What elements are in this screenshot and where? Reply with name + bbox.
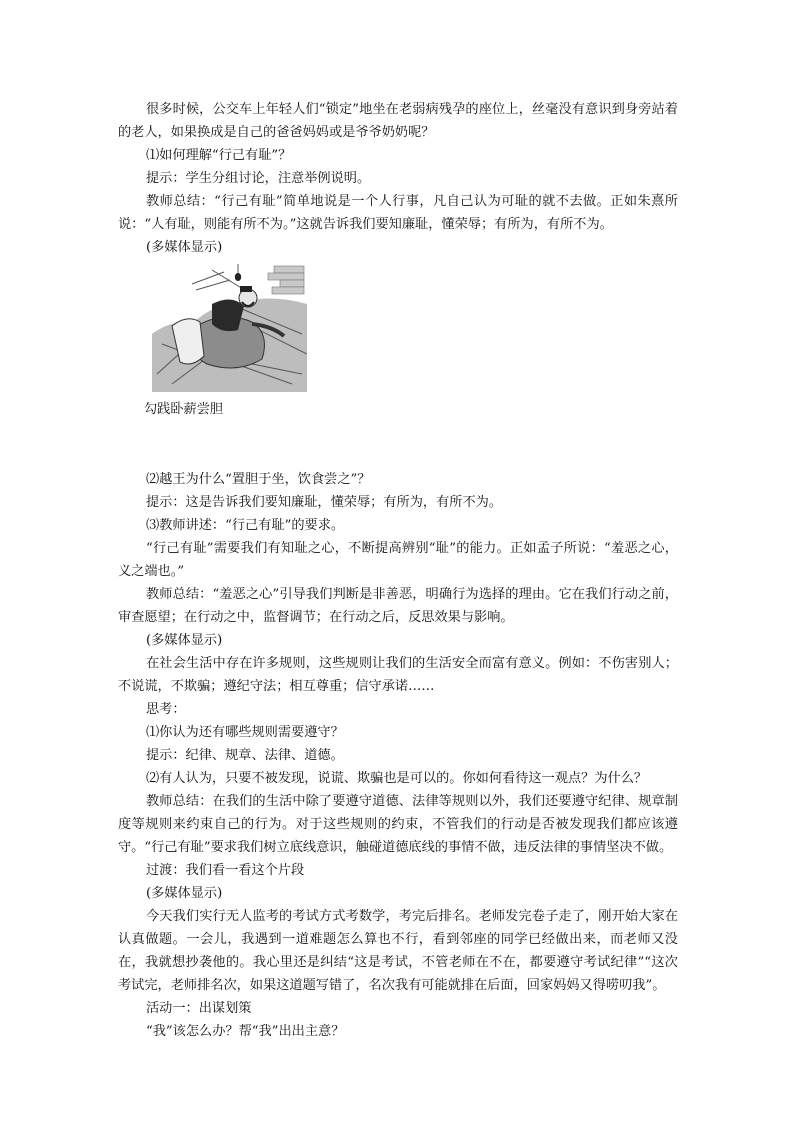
- paragraph: “我”该怎么办？帮“我”出出主意？: [146, 1024, 345, 1039]
- paragraph: 在社会生活中存在许多规则，这些规则让我们的生活安全而富有意义。例如：不伤害别人；不说谎，不欺骗；遵纪守法；相互尊重；信守承诺……: [118, 656, 678, 694]
- paragraph: (多媒体显示): [146, 886, 223, 901]
- goujian-illustration: [152, 264, 307, 392]
- goujian-sleeping-on-firewood-image: [152, 264, 307, 392]
- paragraph: ⑵有人认为，只要不被发现，说谎、欺骗也是可以的。你如何看待这一观点？为什么？: [146, 771, 648, 786]
- paragraph: ⑴如何理解“行己有耻”？: [146, 148, 292, 163]
- paragraph: 教师总结：“羞恶之心”引导我们判断是非善恶，明确行为选择的理由。它在我们行动之前，审查愿望；在行动之中，监督调节；在行动之后，反思效果与影响。: [118, 587, 678, 625]
- paragraph: 提示：这是告诉我们要知廉耻，懂荣辱；有所为，有所不为。: [146, 495, 503, 510]
- paragraph: ⑵越王为什么“置胆于坐，饮食尝之”？: [146, 472, 371, 487]
- paragraph: 活动一：出谋划策: [146, 1001, 252, 1016]
- paragraph: (多媒体显示): [146, 240, 223, 255]
- paragraph: “行己有耻”需要我们有知耻之心，不断提高辨别“耻”的能力。正如孟子所说：“羞恶之心，义之端也。”: [118, 541, 678, 579]
- paragraph: 提示：学生分组讨论，注意举例说明。: [146, 171, 371, 186]
- paragraph: ⑴你认为还有哪些规则需要遵守？: [146, 725, 344, 740]
- document-body: [118, 98, 678, 1043]
- paragraph: ⑶教师讲述：“行己有耻”的要求。: [146, 518, 345, 533]
- paragraph: (多媒体显示): [146, 633, 223, 648]
- paragraph: 教师总结：“行己有耻”简单地说是一个人行事，凡自己认为可耻的就不去做。正如朱熹所说：“人有耻，则能有所不为。”这就告诉我们要知廉耻，懂荣辱；有所为，有所不为。: [118, 194, 678, 232]
- paragraph: 提示：纪律、规章、法律、道德。: [146, 748, 344, 763]
- paragraph: 很多时候，公交车上年轻人们“锁定”地坐在老弱病残孕的座位上，丝毫没有意识到身旁站着的老人，如果换成是自己的爸爸妈妈或是爷爷奶奶呢？: [118, 102, 678, 140]
- figure-caption: 勾践卧薪尝胆: [144, 402, 224, 417]
- paragraph: 过渡：我们看一看这个片段: [146, 863, 305, 878]
- paragraph: 教师总结：在我们的生活中除了要遵守道德、法律等规则以外，我们还要遵守纪律、规章制度等规则来约束自己的行为。对于这些规则的约束，不管我们的行动是否被发现我们都应该遵守。“行己有耻”要求我们树立底线意识，触碰道德底线的事情不做，违反法律的事情坚决不做。: [118, 794, 678, 855]
- paragraph: 思考：: [146, 702, 186, 717]
- paragraph: 今天我们实行无人监考的考试方式考数学，考完后排名。老师发完卷子走了，刚开始大家在认真做题。一会儿，我遇到一道难题怎么算也不行，看到邻座的同学已经做出来，而老师又没在，我就想抄袭他的。我心里还是纠结“这是考试，不管老师在不在，都要遵守考试纪律”“这次考试完，老师排名次，如果这道题写错了，名次我有可能就排在后面，回家妈妈又得唠叨我”。: [118, 909, 678, 993]
